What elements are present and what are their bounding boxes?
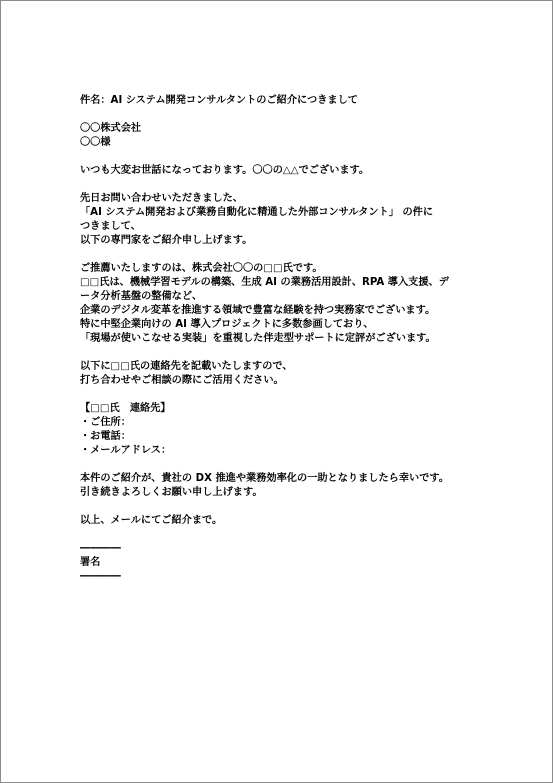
contact-phone: ・お電話： [80,431,131,442]
recommendation-line: 特に中堅企業向けの AI 導入プロジェクトに多数参画しており、 [80,319,374,330]
recommendation-line: 「現場が使いこなせる実装」を重視した伴走型サポートに定評がございます。 [80,333,436,344]
signature-block [80,542,500,584]
recipient-block [80,122,500,150]
email-body [80,94,500,584]
spacer [80,388,500,402]
spacer [80,500,500,514]
recommendation-line: ータ分析基盤の整備など、 [80,291,203,302]
inquiry-line: 先日お問い合わせいただきました、 [80,193,243,204]
contact-address: ・ご住所： [80,417,131,428]
spacer [80,108,500,122]
contact-block [80,402,500,458]
spacer [80,458,500,472]
contact-email: ・メールアドレス： [80,445,172,456]
signature-label: 署名 [80,557,101,568]
spacer [80,248,500,262]
spacer [80,346,500,360]
spacer [80,528,500,542]
recipient-company: 〇〇株式会社 [80,123,142,134]
spacer [80,178,500,192]
contact-intro-line: 打ち合わせやご相談の際にご活用ください。 [80,375,284,386]
inquiry-paragraph [80,192,500,248]
recommendation-line: □□氏は、機械学習モデルの構築、生成 AI の業務活用設計、RPA 導入支援、デ [80,277,449,288]
subject-text: 件名：AI システム開発コンサルタントのご紹介につきまして [80,95,358,106]
recommendation-paragraph [80,262,500,346]
final-line: 以上、メールにてご紹介まで。 [80,515,223,526]
signature-rule-bottom: ―――― [80,571,121,582]
closing-line: 引き続きよろしくお願い申し上げます。 [80,487,263,498]
contact-intro-paragraph [80,360,500,388]
greeting-text: いつも大変お世話になっております。〇〇の△△でございます。 [80,165,370,176]
subject-line [80,94,500,108]
recommendation-line: 企業のデジタル変革を推進する領域で豊富な経験を持つ実務家でございます。 [80,305,436,316]
closing-paragraph [80,472,500,500]
closing-line: 本件のご紹介が、貴社の DX 推進や業務効率化の一助となりましたら幸いです。 [80,473,449,484]
final-paragraph [80,514,500,528]
contact-intro-line: 以下に□□氏の連絡先を記載いたしますので、 [80,361,293,372]
contact-heading: 【□□氏 連絡先】 [80,403,171,414]
recipient-person: 〇〇様 [80,137,111,148]
recommendation-line: ご推薦いたしますのは、株式会社〇〇の□□氏です。 [80,263,323,274]
spacer [80,150,500,164]
inquiry-line: 「AI システム開発および業務自動化に精通した外部コンサルタント」 の件に [80,207,434,218]
signature-rule-top: ―――― [80,543,121,554]
inquiry-line: 以下の専門家をご紹介申し上げます。 [80,235,253,246]
inquiry-line: つきまして、 [80,221,141,232]
greeting-paragraph [80,164,500,178]
